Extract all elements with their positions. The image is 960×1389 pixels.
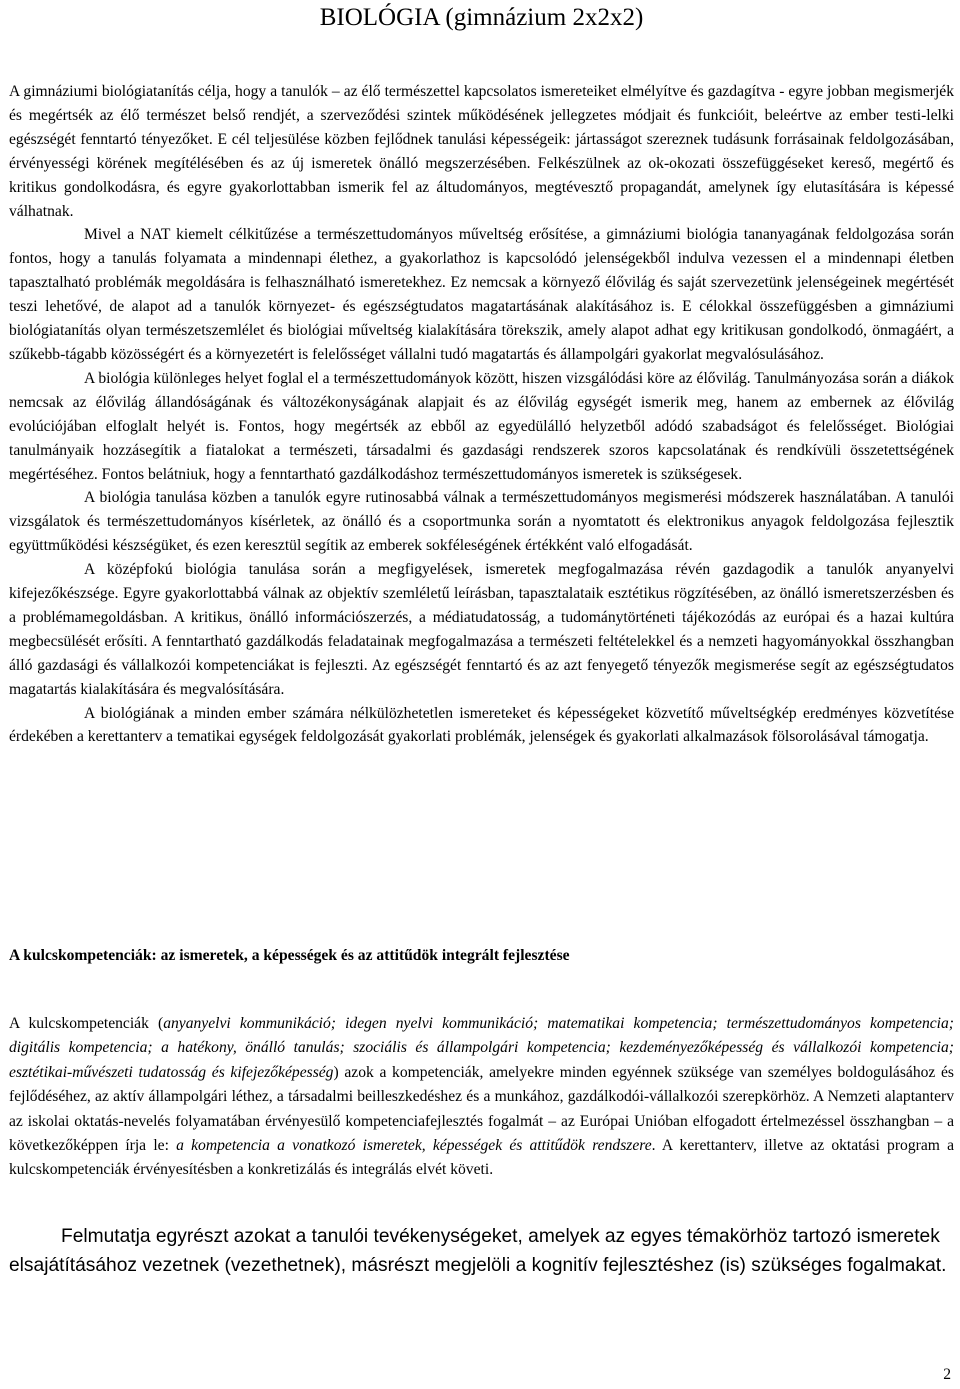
page-number: 2 [943,1366,951,1383]
intro-section [9,80,954,749]
summary-rest: tartozó ismeretek elsajátításához vezetnek (vezethetnek), másrészt megjelöli a kognitív fejlesztéshez (is) szükséges fogalmakat. [9,1226,947,1276]
key-competencies-description: ) azok a kompetenciák, amelyekre minden egyénnek szüksége van személyes boldogulásához és fejlődéséhez, az aktív állampolgári léthez, a társadalmi beilleszkedéshez és a munkához, gazdálkodói-vállalkozói szerepkörhöz. A Nemzeti alaptanterv az iskolai oktatás-nevelés folyamatában érvényesülő kompetenciafejlesztés fogalmát – az Európai Unióban elfogadott értelmezéssel összhangban – a következőképpen írja le: [9,1063,955,1155]
paragraph-special-place: A biológia különleges helyet foglal el a természettudományok között, hiszen vizsgálódási köre az élővilág. Tanulmányozása során a diákok nemcsak az élővilág állandóságának és változékonyságának alapjait és az élővilág egységét ismerik meg, hanem az embernek az élővilág evolúciójában elfoglalt helyét is. Fontos, hogy megértsék az ebből az egyedülálló helyzetből adódó szabadságot és felelősséget. Biológiai tanulmányaik hozzásegítik a fiatalokat a természeti, társadalmi és gazdasági rendszerek szoros kapcsolatának és rendkívüli összetettségének megértéséhez. Fontos belátniuk, hogy a fenntartható gazdálkodáshoz természettudományos ismeretek is szükségesek. [9,369,954,483]
paragraph-framework: A biológiának a minden ember számára nélkülözhetetlen ismereteket és képességeket közvetítő műveltségkép eredményes közvetítése érdekében a kerettanterv a tematikai egységek feldolgozását gyakorlati problémák, jelenségek és gyakorlati alkalmazások fölsorolásával támogatja. [9,704,954,746]
summary-first-line: Felmutatja egyrészt azokat a tanulói tevékenységeket, amelyek az egyes témakörhöz [61,1226,788,1247]
key-competencies-paragraph [9,1012,954,1183]
key-competencies-intro: A kulcskompetenciák ( [9,1015,164,1032]
summary-paragraph [9,1223,954,1280]
competency-definition: a kompetencia a vonatkozó ismeretek, képességek és attitűdök rendszere [176,1137,652,1155]
paragraph-methods: A biológia tanulása közben a tanulók egyre rutinosabbá válnak a természettudományos megismerési módszerek használatában. A tanulói vizsgálatok és természettudományos kísérletek, az önálló és a csoportmunka során a nyomtatott és elektronikus anyagok feldolgozása fejlesztik együttműködési készségüket, és ezen keresztül segítik az emberek sokféleségének értékként való elfogadását. [9,489,954,555]
key-competencies-list: anyanyelvi kommunikáció; idegen nyelvi kommunikáció; matematikai kompetencia; természettudományos kompetencia; digitális kompetencia; a hatékony, önálló tanulás; szociális és állampolgári kompetencia; kezdeményezőképesség és vállalkozói kompetencia; esztétikai-művészeti tudatosság és kifejezőképesség [9,1015,954,1081]
document-title: BIOLÓGIA (gimnázium 2x2x2) [319,4,644,31]
paragraph-secondary: A középfokú biológia tanulása során a megfigyelések, ismeretek megfogalmazása révén gazdagodik a tanulók anyanyelvi kifejezőkészsége. Egyre gyakorlottabbá válnak az objektív szemléletű leírásban, tapasztalataik esztétikus rögzítésében, az önálló ismeretszerzésben és a problémamegoldásban. A kritikus, önálló információszerzés, a médiatudatosság, a tudománytörténeti tájékozódás az európai és a hazai kultúra megbecsülését erősíti. A fenntartható gazdálkodás feladatainak megfogalmazása a természeti feltételekkel és a nemzeti hagyományokkal összhangban álló gazdasági és vállalkozói kompetenciákat is fejleszti. Az egészségét fenntartó és az azt fenyegető tényezők megismerése segít az egészségtudatos magatartás kialakítására és megvalósítására. [9,561,954,698]
section-heading: A kulcskompetenciák: az ismeretek, a képességek és az attitűdök integrált fejlesztése [9,947,570,964]
key-competencies-closing: . A kerettanterv, illetve az oktatási program a kulcskompetenciák érvényesítésben a konkretizálás és integrálás elvét követi. [9,1137,954,1179]
paragraph-goals: A gimnáziumi biológiatanítás célja, hogy a tanulók – az élő természettel kapcsolatos ismereteiket elmélyítve és gazdagítva - egyre jobban megismerjék és megértsék az élő természet belső rendjét, a szerveződési szintek működésének jellegzetes módjait és funkcióit, beleértve az ember testi-lelki egészségét fenntartó tényezőket. E cél teljesülése közben fejlődnek tanulási képességeik: jártasságot szereznek tudásunk forrásainak feldolgozásában, érvényességi körének megítélésében és az új ismeretek önálló megszerzésében. Felkészülnek az ok-okozati összefüggéseket kereső, megértő és kritikus gondolkodásra, és egyre gyakorlottabban ismerik fel az áltudományos, megtévesztő propagandát, amelynek így elutasítására is képessé válhatnak. [9,83,954,220]
paragraph-nat: Mivel a NAT kiemelt célkitűzése a természettudományos műveltség erősítése, a gimnáziumi biológia tananyagának feldolgozása során fontos, hogy a tanulás folyamata a mindennapi élethez, a gyakorlathoz is kapcsolódó jelenségekből indulva vezessen el a mindennapi életben tapasztalható problémák megoldására is felhasználható ismeretekhez. Ez nemcsak a környező élővilág és saját szervezetünk jelenségeinek megértését teszi lehetővé, de alapot ad a tanulók környezet- és egészségtudatos magatartásának alakításához is. E célokkal összefüggésben a gimnáziumi biológiatanítás olyan természetszemlélet és biológiai műveltség kialakítására törekszik, amely alapot adhat egy kritikusan gondolkodó, önmagáért, a szűkebb-tágabb közösségért és a környezetért is felelősséget vállalni tudó magatartás és állampolgári gyakorlat megvalósulásához. [9,226,954,363]
document-page [9,0,954,1389]
